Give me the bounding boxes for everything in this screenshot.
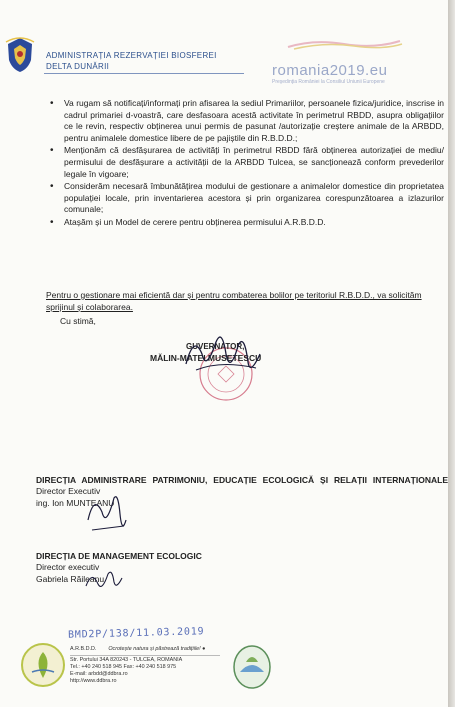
delta-biosphere-reserve-logo-icon — [232, 644, 272, 690]
arbdd-logo-icon — [20, 642, 66, 688]
closing-part-3: , va solicităm sprijinul și colaborarea. — [46, 290, 422, 312]
governor-signature-icon — [176, 324, 266, 384]
header-divider — [44, 73, 244, 74]
romania-sub-text: Preşedinţia României la Consiliul Uniunii Europene — [272, 79, 385, 85]
directorate-1-role: Director Executiv — [36, 486, 101, 497]
request-list — [46, 98, 444, 229]
closing-part-2: și pentru combaterea bolilor pe teritoriul R.B.D.D. — [187, 290, 373, 300]
closing-paragraph — [46, 290, 444, 313]
footer-contact — [70, 646, 205, 685]
closing-part-1: Pentru o gestionare mai eficientă dar — [46, 290, 188, 300]
romania-2019-logo — [272, 38, 422, 90]
letter-body — [46, 98, 444, 230]
governor-name: MĂLIN-MATEI MUSETESCU — [150, 353, 262, 363]
romania-brand-text: romania2019.eu — [272, 62, 388, 79]
footer-divider — [70, 655, 220, 656]
footer-motto: Ocrotește natura și păstrează tradițiile! ● — [108, 646, 206, 652]
director-2-signature-icon — [84, 568, 124, 594]
agency-name-line1: ADMINISTRAȚIA REZERVAȚIEI BIOSFEREI — [46, 51, 217, 60]
page-edge — [448, 0, 455, 707]
footer-web: http://www.ddbra.ro — [70, 678, 117, 684]
directorate-2-title: DIRECȚIA DE MANAGEMENT ECOLOGIC — [36, 551, 202, 561]
footer-phone: Tel.: +40 240 518 945 Fax: +40 240 518 975 — [70, 664, 177, 670]
list-item: • Atașăm și un Model de cerere pentru obținerea permisului A.R.B.D.D. — [64, 217, 444, 229]
directorate-1-title: DIRECȚIA ADMINISTRARE PATRIMONIU, EDUCAȚIE ECOLOGICĂ ȘI RELAȚII INTERNAȚIONALE — [36, 475, 448, 485]
greeting: Cu stimă, — [60, 316, 96, 326]
list-item: • Menționăm că desfășurarea de activități în perimetrul RBDD fără obținerea autorizației de mediu/ permisului de desfășurare a activității de la ARBDD Tulcea, se sancționează conform prevederilor legale în vigoare; — [64, 145, 444, 180]
footer-org: A.R.B.D.D. — [70, 646, 97, 652]
governor-title: GUVERNATOR, — [186, 342, 245, 351]
directorate-1-name: ing. Ion MUNTEANU — [36, 497, 115, 508]
director-1-signature-icon — [84, 490, 130, 538]
footer-email: E-mail: arbdd@ddbra.ro — [70, 671, 128, 677]
romanian-coat-of-arms-icon — [4, 36, 36, 74]
agency-name — [46, 50, 217, 72]
agency-name-line2: DELTA DUNĂRII — [46, 62, 110, 71]
list-item: • Considerăm necesară îmbunătățirea modului de gestionare a animalelor domestice din proprietatea populației locale, prin inventarierea acestora și prin organizarea corespunzătoarea a izlazurilor comunale; — [64, 181, 444, 216]
directorate-2-name: Gabriela Răileanu — [36, 573, 105, 584]
eu-presidency-swoosh-icon — [284, 38, 404, 50]
directorate-2-role: Director executiv — [36, 562, 100, 573]
list-item: • Va rugam să notificați/informați prin afisarea la sediul Primariilor, persoanele fizica/juridice, inscrise in cadrul primariei d-voastră, care desfasoara acestă activitate în perimetrul RBDD, asupra obligațiilor ce le revin, respectiv obținerea unui permis de pasunat /autorizație creștere animale de la ARBDD, pentru animalele domestice libere de pe pajiștile din R.B.D.D.; — [64, 98, 444, 144]
footer-address: Str. Portului 34A 820243 - TULCEA, ROMANIA — [70, 657, 183, 663]
registration-number: BMD2P/138/11.03.2019 — [67, 626, 205, 641]
